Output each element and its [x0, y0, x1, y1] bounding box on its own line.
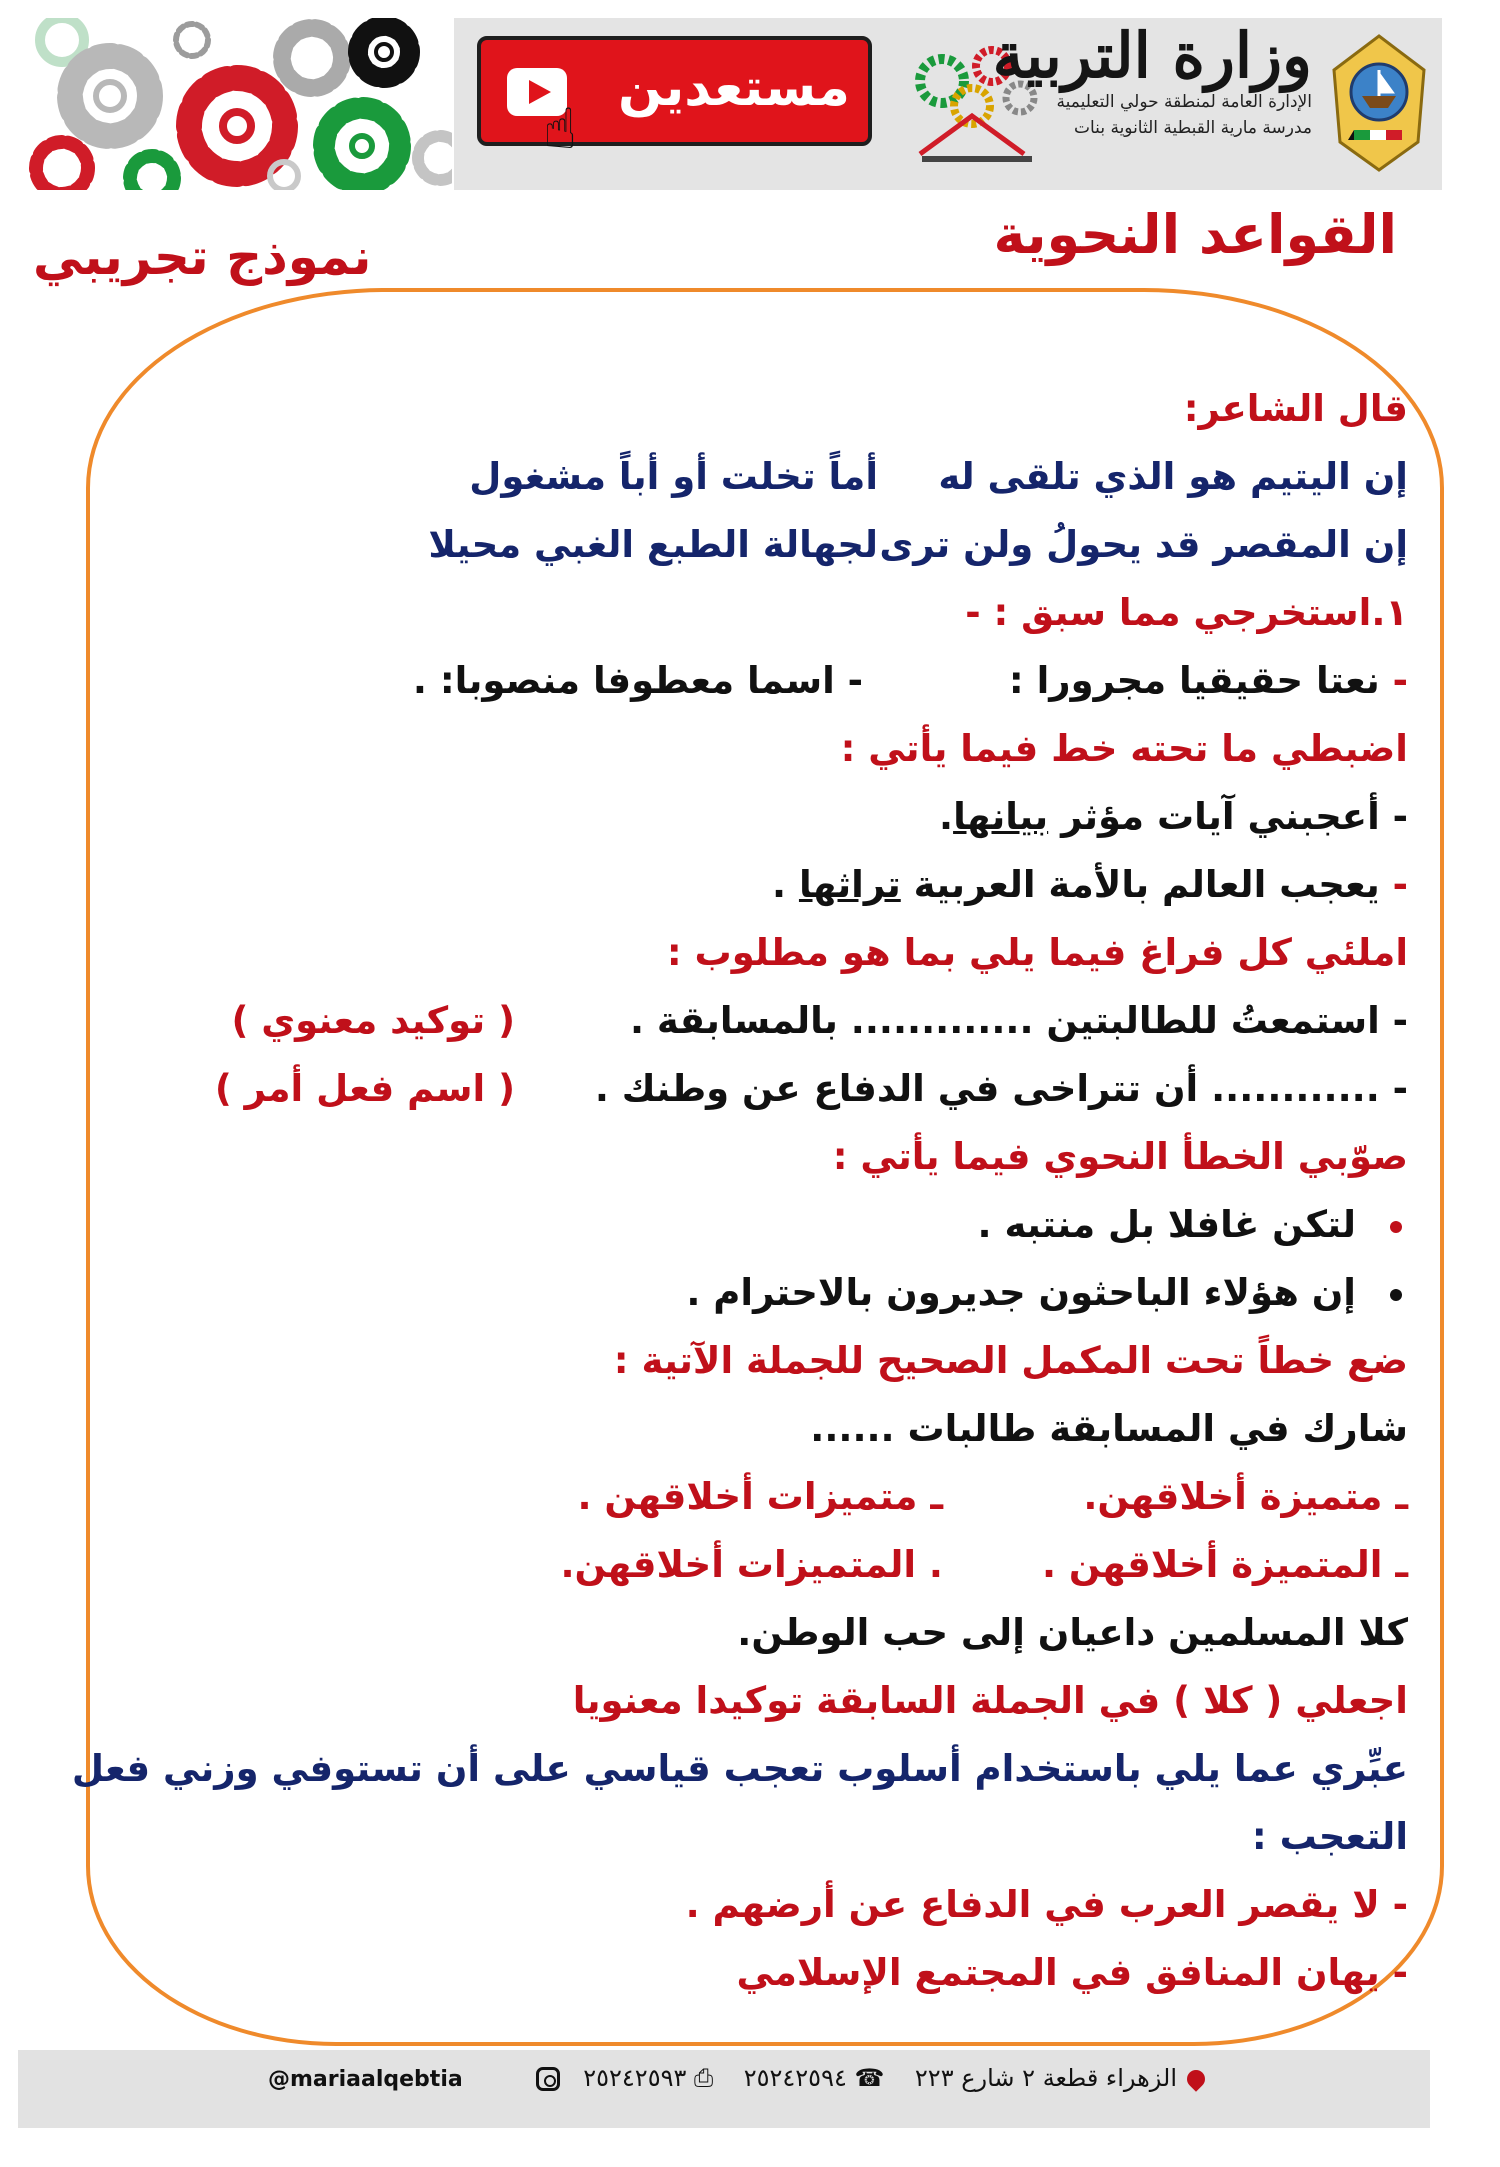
q2-b-end: .: [772, 863, 799, 906]
verse-line-1: [88, 443, 1408, 511]
q4-title: صوّبي الخطأ النحوي فيما يأتي :: [832, 1135, 1408, 1178]
q1-item-a: نعتا حقيقيا مجرورا :: [1008, 659, 1380, 702]
footer-fax: ٢٥٢٤٢٥٩٣: [583, 2064, 687, 2092]
footer-bar: [18, 2050, 1430, 2128]
q6-sentence: كلا المسلمين داعيان إلى حب الوطن.: [737, 1611, 1408, 1654]
q1-dash: -: [1379, 659, 1408, 702]
poet-intro: قال الشاعر:: [1183, 387, 1408, 430]
q5-option-1: ـ متميزة أخلاقهن.: [1083, 1475, 1408, 1518]
subscribe-label: مستعدين: [617, 58, 850, 118]
q2-item-a: [88, 783, 1408, 851]
q5-options-row-1: [88, 1463, 1408, 1531]
q1-items: [88, 647, 1408, 715]
q5-sentence: شارك في المسابقة طالبات ......: [810, 1407, 1408, 1450]
q5-title: ضع خطاً تحت المكمل الصحيح للجملة الآتية :: [613, 1339, 1408, 1382]
q3-title: املئي كل فراغ فيما يلي بما هو مطلوب :: [666, 931, 1408, 974]
q2-b-text: يعجب العالم بالأمة العربية: [900, 863, 1380, 906]
subscribe-button[interactable]: [477, 36, 872, 162]
ministry-title-block: [992, 19, 1312, 141]
q3-item-b: [88, 1055, 1408, 1123]
q3-b-hint: ( اسم فعل أمر ): [214, 1067, 515, 1110]
footer-address: الزهراء قطعة ٢ شارع ٢٢٣: [914, 2064, 1177, 2092]
header-banner: [22, 18, 1442, 190]
q4-b-text: إن هؤلاء الباحثون جديرون بالاحترام .: [686, 1271, 1356, 1314]
q3-b-text: - ............ أن تتراخى في الدفاع عن وطنك .: [594, 1067, 1408, 1110]
worksheet-content: [71, 375, 1408, 2007]
q5-option-3: ـ المتميزة أخلاقهن .: [1042, 1543, 1408, 1586]
q5-option-4: . المتميزات أخلاقهن.: [560, 1543, 943, 1586]
q7-line-1: عبِّري عما يلي باستخدام أسلوب تعجب قياسي على أن تستوفي وزني فعل: [71, 1747, 1408, 1790]
q5-option-2: ـ متميزات أخلاقهن .: [577, 1475, 943, 1518]
red-bullet-icon: [1390, 1221, 1402, 1233]
footer-phone: ٢٥٢٤٢٥٩٤: [743, 2064, 847, 2092]
q7-item-b: - يهان المنافق في المجتمع الإسلامي: [736, 1951, 1408, 1994]
verse-2-first-hemistich: إن المقصر قد يحولُ ولن ترى: [879, 523, 1408, 566]
ministry-title: وزارة التربية: [992, 19, 1312, 92]
footer-contacts: [528, 2064, 1205, 2092]
black-bullet-icon: [1390, 1289, 1402, 1301]
q2-a-underlined: بيانها: [953, 795, 1049, 838]
location-pin-icon: [1183, 2066, 1208, 2091]
instagram-icon: [536, 2067, 560, 2091]
verse-2-second-hemistich: لجهالة الطبع الغبي محيلا: [428, 523, 878, 566]
q2-b-dash: -: [1379, 863, 1408, 906]
q3-a-hint: ( توكيد معنوي ): [231, 999, 515, 1042]
q2-title: اضبطي ما تحته خط فيما يأتي :: [840, 727, 1408, 770]
verse-line-2: [88, 511, 1408, 579]
verse-1-first-hemistich: إن اليتيم هو الذي تلقى له: [938, 455, 1408, 498]
q3-a-text: - استمعتُ للطالبتين ............. بالمسابقة .: [630, 999, 1408, 1042]
q3-item-a: [88, 987, 1408, 1055]
fax-icon: ⎙: [694, 2064, 714, 2092]
page-title: القواعد النحوية: [993, 203, 1397, 266]
ministry-subline-1: الإدارة العامة لمنطقة حولي التعليمية: [1056, 92, 1312, 113]
q2-b-underlined: تراثها: [798, 863, 901, 906]
q6-task: اجعلي ( كلا ) في الجملة السابقة توكيدا معنويا: [572, 1679, 1408, 1722]
q2-a-text: - أعجبني آيات مؤثر: [1048, 795, 1408, 838]
q2-a-end: .: [939, 795, 954, 838]
phone-icon: ☎: [854, 2064, 885, 2092]
q2-item-b: [88, 851, 1408, 919]
q7-item-a: - لا يقصر العرب في الدفاع عن أرضهم .: [685, 1883, 1408, 1926]
model-label: نموذج تجريبي: [33, 228, 372, 286]
q1-title: ١.استخرجي مما سبق : -: [965, 591, 1408, 634]
q5-options-row-2: [88, 1531, 1408, 1599]
q1-item-b: - اسما معطوفا منصوبا: .: [412, 659, 863, 702]
kuwait-emblem-icon: [1326, 30, 1432, 178]
verse-1-second-hemistich: أماً تخلت أو أباً مشغول: [469, 455, 878, 498]
gears-decoration-icon: [22, 18, 452, 190]
pointer-hand-icon: ☝: [543, 97, 578, 162]
q4-item-b: [88, 1259, 1408, 1327]
footer-instagram-handle[interactable]: @mariaalqebtia: [268, 2067, 463, 2092]
ministry-subline-2: مدرسة مارية القبطية الثانوية بنات: [1074, 117, 1312, 138]
q4-item-a: [88, 1191, 1408, 1259]
q7-line-2: التعجب :: [1251, 1815, 1408, 1858]
q4-a-text: لتكن غافلا بل منتبه .: [977, 1203, 1356, 1246]
